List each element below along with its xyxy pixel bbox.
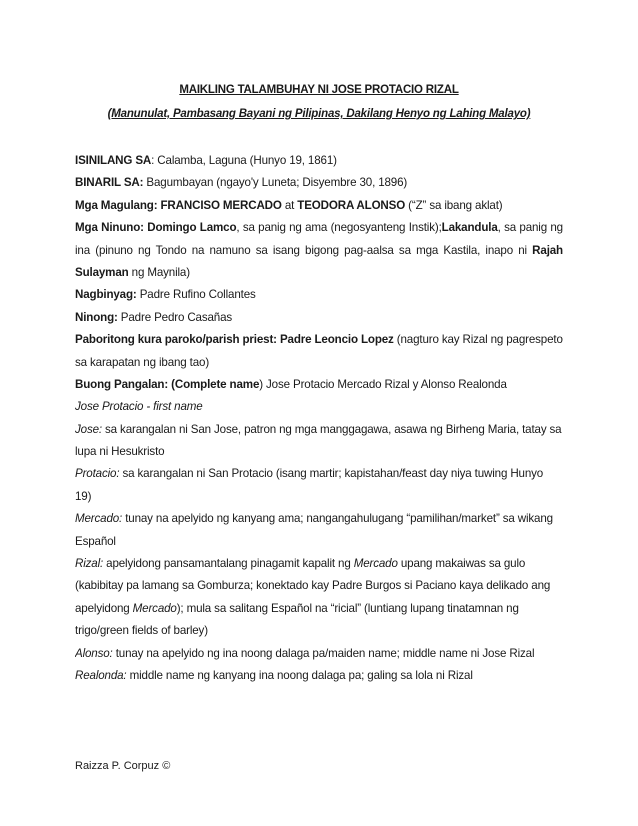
grandparent-3b: Sulayman: [75, 265, 129, 279]
first-name-text: Jose Protacio - first name: [75, 400, 203, 414]
baptized-label: Nagbinyag:: [75, 288, 137, 302]
grandparent-2-text: , sa panig ng: [497, 221, 563, 235]
born-label: ISINILANG SA: [75, 154, 152, 167]
rizal-line-3: [75, 598, 563, 620]
document-body: [75, 150, 563, 687]
born-text: : Calamba, Laguna (Hunyo 19, 1861): [151, 154, 337, 167]
parents-note: (“Z” sa ibang aklat): [405, 198, 503, 212]
protacio-line-2: [75, 486, 563, 508]
alonso-line: [75, 643, 563, 665]
baptized-text: Padre Rufino Collantes: [136, 288, 256, 302]
priest-line-2: [75, 352, 563, 374]
realonda-line: [75, 665, 563, 687]
grandparents-line-2: [75, 240, 563, 262]
protacio-label: Protacio:: [75, 467, 120, 481]
mercado-line-2: [75, 531, 563, 553]
realonda-label: Realonda:: [75, 668, 127, 682]
rizal-mercado-word: Mercado: [353, 557, 398, 571]
alonso-text: tunay na apelyido ng ina noong dalaga pa/maiden name; middle name ni Jose Rizal: [112, 646, 535, 660]
jose-line-2-text: lupa ni Hesukristo: [75, 445, 165, 459]
rizal-line-2: [75, 575, 563, 597]
priest-line-2-text: sa karapatan ng ibang tao): [75, 355, 210, 369]
grandparents-line-3-text: ng Maynila): [128, 265, 190, 279]
fullname-line: [75, 374, 563, 396]
executed-label: BINARIL SA:: [75, 176, 144, 190]
parents-and: at: [281, 198, 298, 212]
executed-text: Bagumbayan (ngayo'y Luneta; Disyembre 30, 1896): [143, 176, 408, 190]
rizal-line-3b: ); mula sa salitang Español na “ricial” (luntiang lupang tinatamnan ng: [176, 601, 519, 615]
grandparent-3a: Rajah: [532, 243, 563, 257]
protacio-line-2-text: 19): [75, 489, 92, 503]
godfather-label: Ninong:: [75, 310, 118, 324]
parents-line: [75, 195, 563, 217]
father-name: FRANCISO MERCADO: [160, 198, 282, 212]
rizal-line-4-text: trigo/green fields of barley): [75, 624, 208, 638]
parents-label: Mga Magulang:: [75, 198, 158, 212]
priest-text: (nagturo kay Rizal ng pagrespeto: [393, 333, 563, 347]
footer-credit: Raizza P. Corpuz ©: [75, 760, 171, 772]
grandparents-line-2-text: ina (pinuno ng Tondo na namuno sa isang bigong pag-aalsa sa mga Kastila, inapo ni: [75, 243, 527, 257]
grandparents-label: Mga Ninuno:: [75, 221, 144, 235]
mercado-line-2-text: Español: [75, 534, 116, 548]
mother-name: TEODORA ALONSO: [297, 198, 406, 212]
godfather-line: [75, 307, 563, 329]
grandparents-line-3: [75, 262, 563, 284]
fullname-label: Buong Pangalan: (Complete name: [75, 377, 260, 391]
grandparent-1: Domingo Lamco: [147, 221, 237, 235]
rizal-label: Rizal:: [75, 557, 104, 571]
mercado-text: tunay na apelyido ng kanyang ama; nangangahulugang “pamilihan/market” sa wikang: [122, 512, 553, 526]
protacio-text: sa karangalan ni San Protacio (isang martir; kapistahan/feast day niya tuwing Hunyo: [119, 467, 544, 481]
rizal-line-3-word: Mercado: [132, 601, 177, 615]
rizal-text-b: upang makaiwas sa gulo: [397, 557, 526, 571]
alonso-label: Alonso:: [75, 646, 113, 660]
jose-line-1: [75, 419, 563, 441]
priest-label: Paboritong kura paroko/parish priest: Padre Leoncio Lopez: [75, 333, 394, 347]
grandparents-line-1: [75, 217, 563, 239]
mercado-line-1: [75, 508, 563, 530]
realonda-text: middle name ng kanyang ina noong dalaga pa; galing sa lola ni Rizal: [126, 668, 473, 682]
rizal-line-2-text: (kabibitay pa lamang sa Gomburza; konektado kay Padre Burgos si Paciano kaya delikado ang: [75, 579, 551, 593]
priest-line-1: [75, 329, 563, 351]
rizal-text-a: apelyidong pansamantalang pinagamit kapalit ng: [103, 557, 354, 571]
protacio-line-1: [75, 463, 563, 485]
mercado-label: Mercado:: [75, 512, 123, 526]
rizal-line-1: [75, 553, 563, 575]
document-subtitle: (Manunulat, Pambasang Bayani ng Pilipinas, Dakilang Henyo ng Lahing Malayo): [107, 108, 531, 120]
document-title: MAIKLING TALAMBUHAY NI JOSE PROTACIO RIZAL: [179, 84, 459, 96]
rizal-line-4: [75, 620, 563, 642]
fullname-text: ) Jose Protacio Mercado Rizal y Alonso Realonda: [259, 377, 507, 391]
executed-line: [75, 172, 563, 194]
rizal-line-3a: apelyidong: [75, 601, 133, 615]
grandparent-2: Lakandula: [441, 221, 498, 235]
grandparent-1-text: , sa panig ng ama (negosyanteng Instik);: [236, 221, 442, 235]
godfather-text: Padre Pedro Casañas: [117, 310, 233, 324]
first-name-line: [75, 396, 563, 418]
jose-label: Jose:: [75, 422, 102, 436]
born-line: [75, 150, 563, 172]
baptized-line: [75, 284, 563, 306]
jose-line-2: [75, 441, 563, 463]
jose-text: sa karangalan ni San Jose, patron ng mga manggagawa, asawa ng Birheng Maria, tatay sa: [101, 422, 562, 436]
